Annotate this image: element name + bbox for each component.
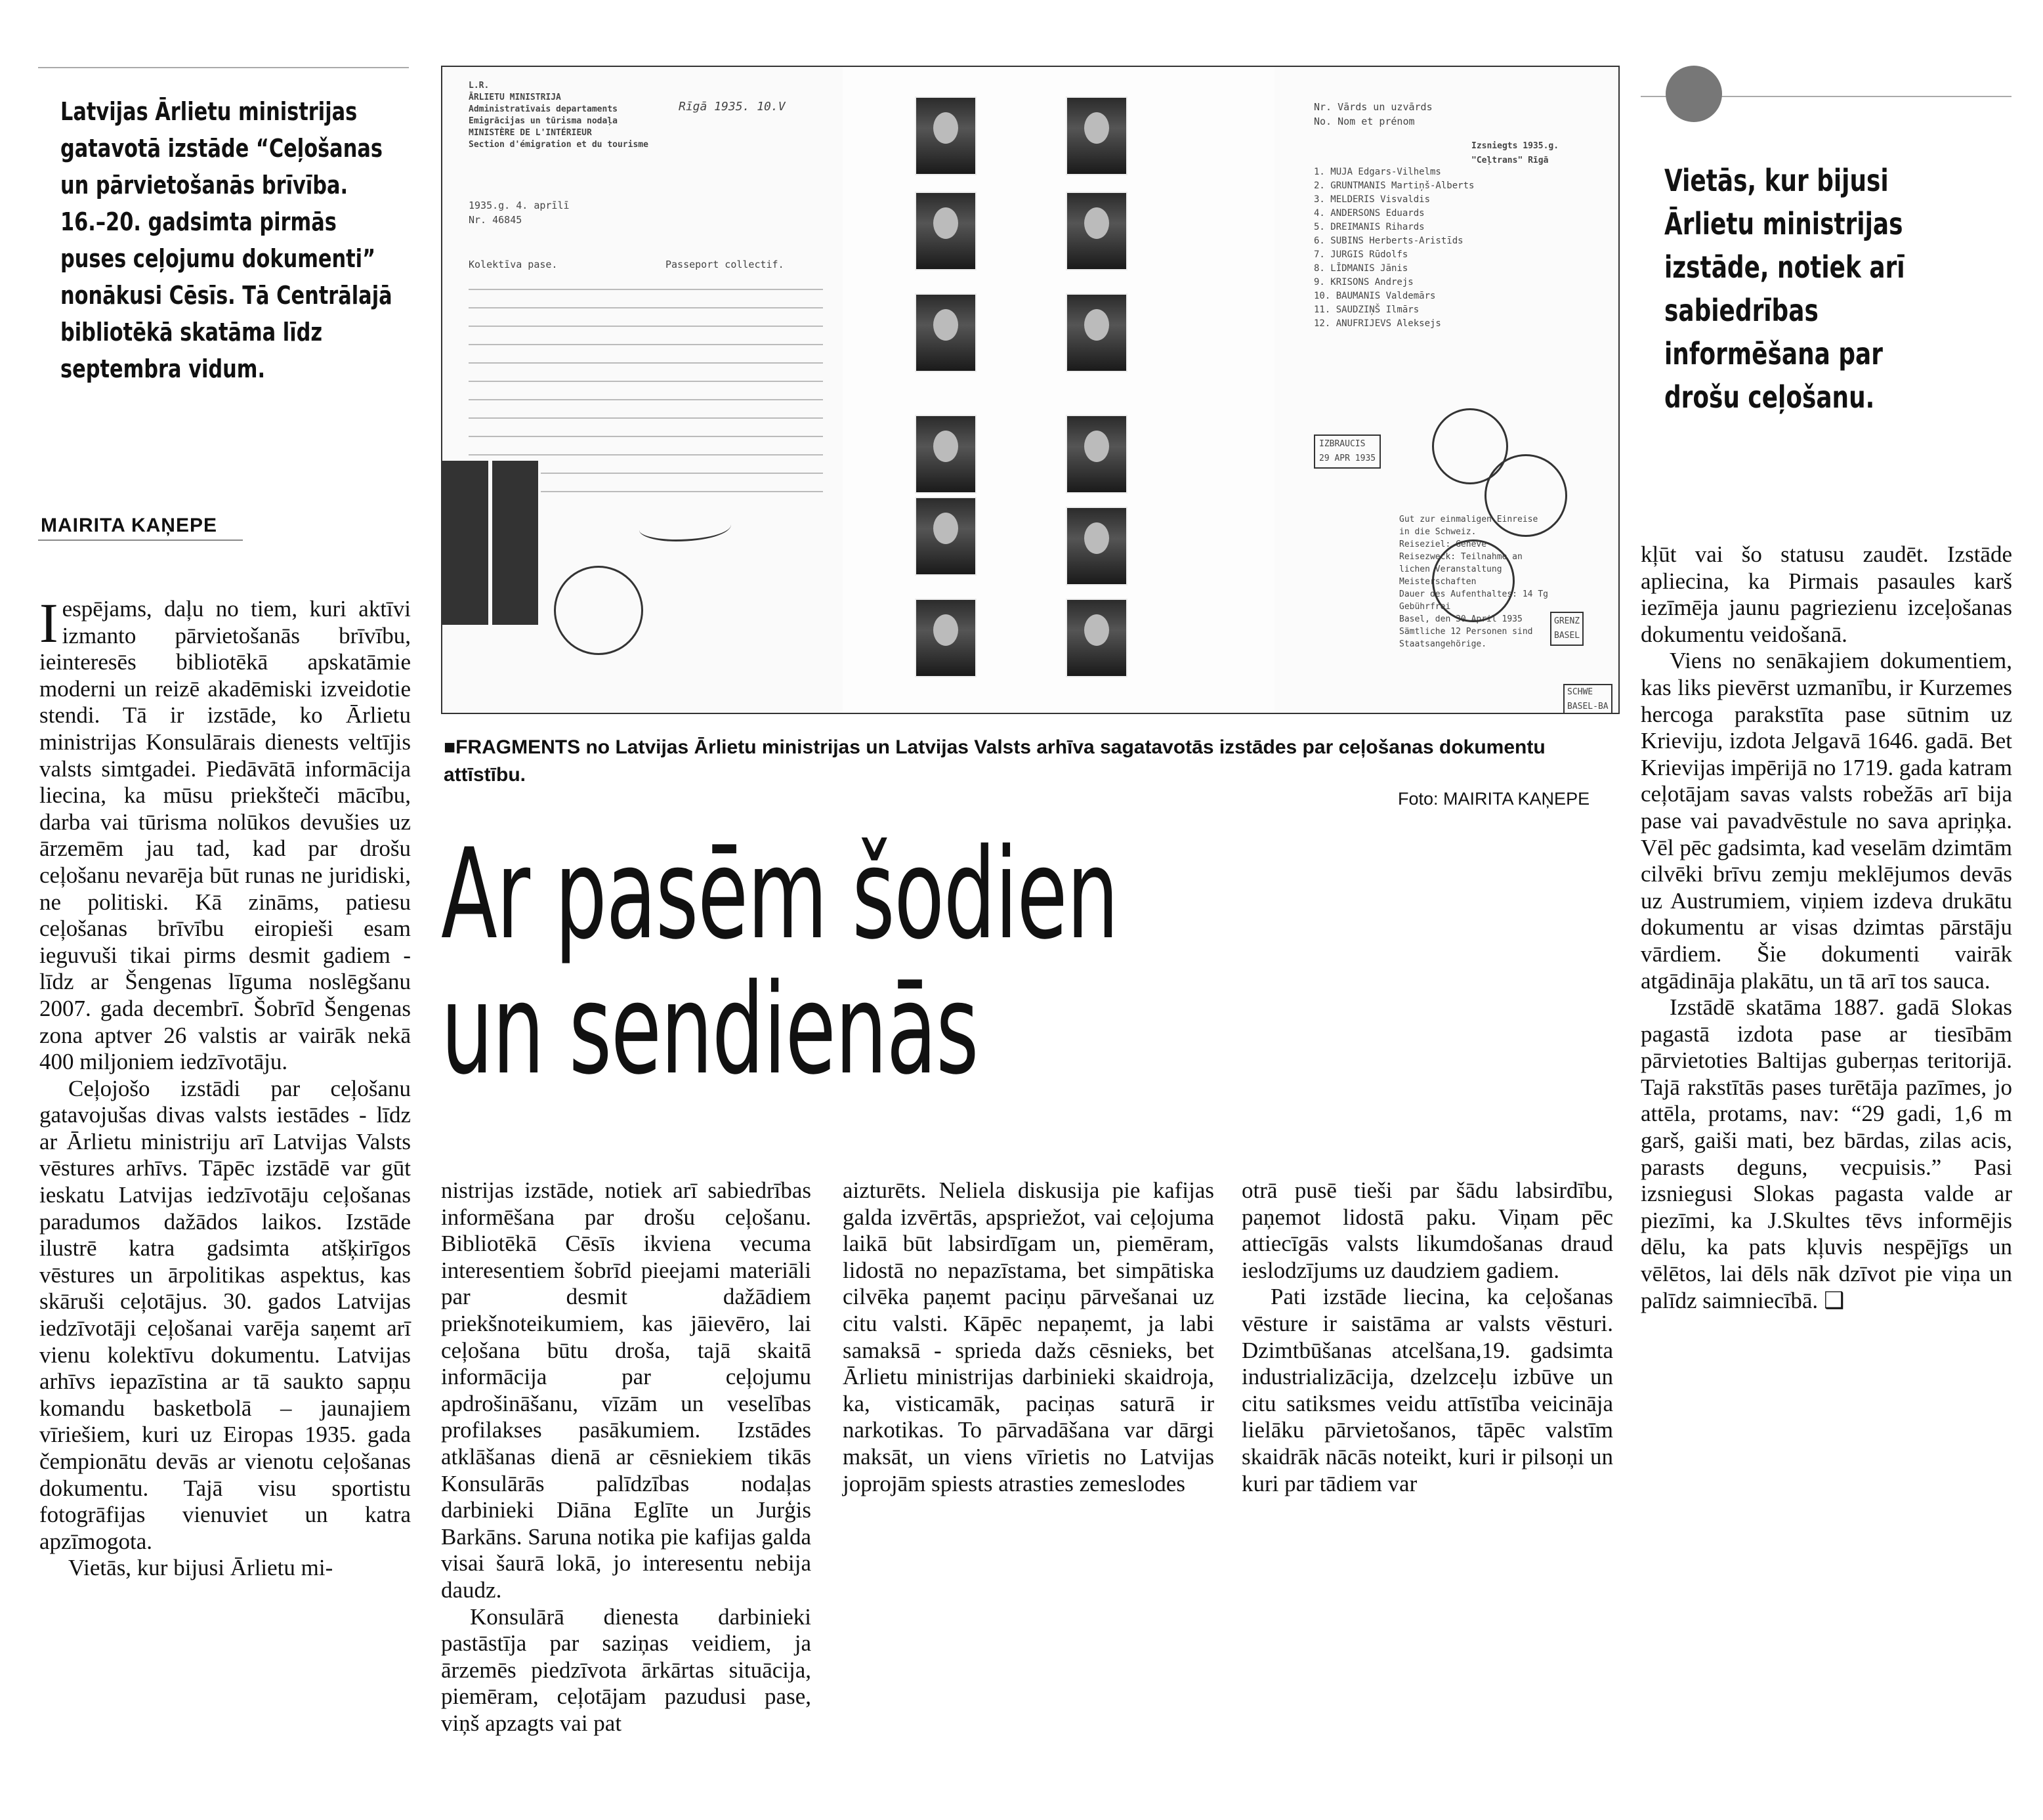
player-list: 1. MUJA Edgars-Vilhelms 2. GRUNTMANIS Martiņš-Alberts 3. MELDERIS Visvaldis 4. ANDERSONS Eduards 5. DREIMANIS Rihards 6. SUBINS Herberts-Aristīds 7. JURGIS Rūdolfs 8. LĪDMANIS Jānis 9. KRISONS Andrejs 10. BAUMANIS Valdemārs 11. SAUDZIŅŠ Ilmārs 12. ANUFRIJEVS Aleksejs: [1314, 167, 1475, 329]
col5-paragraph-3: [1641, 994, 2012, 1314]
player-photo-6: [915, 599, 977, 677]
col5-paragraph-1: kļūt vai šo statusu zaudēt. Izstāde apliecina, ka Pirmais pasaules karš iezīmēja jaunu pagriezienu izceļošanas dokumentu veidošanā.: [1641, 541, 2012, 647]
player-photo-10: [1066, 415, 1127, 494]
col1-paragraph-3: Vietās, kur bijusi Ārlietu mi-: [68, 1555, 333, 1581]
schwe-stamp: SCHWE BASEL-BA: [1563, 684, 1612, 714]
exhibition-photo: [441, 66, 1620, 714]
handwritten-date: Rīgā 1935. 10.V: [679, 100, 786, 114]
col3-paragraph-1: aizturēts. Neliela diskusija pie kafijas galda izvērtās, apspriežot, vai ceļojuma laikā būt labsirdīgam un, piemēram, lidostā no nepazīstama, bet simpātiska cilvēka paņemt paciņu pārvešanai uz citu valsti. Kāpēc nepaņemt, ja labi samaksā - sprieda dažs cēsnieks, bet Ārlietu ministrijas darbinieki skaidroja, ka, visticamāk, paciņas saturā ir narkotikas. To pārvadāšana var dārgi maksāt, un viens vīrietis no Latvijas joprojām spiests atrasties zemeslodes: [843, 1177, 1214, 1496]
list-stamp: Izsniegts 1935.g. "Ceļtrans" Rīgā: [1471, 141, 1559, 165]
document-title-fr: Passeport collectif.: [665, 259, 784, 270]
column-4: [1242, 1177, 1613, 1497]
end-mark-icon: ❑: [1823, 1287, 1845, 1313]
team-photos: [843, 67, 1276, 713]
player-photo-4: [915, 415, 977, 494]
lead-text: Latvijas Ārlietu ministrijas gatavotā izstāde “Ceļošanas un pārvietošanās brīvība. 16.–20. gadsimta pirmās puses ceļojumu dokumenti” nonākusi Cēsīs. Tā Centrālajā bibliotēkā skatāma līdz septembra vidum.: [60, 97, 392, 383]
column-2: [441, 1177, 811, 1737]
col1-paragraph-1: espējams, daļu no tiem, kuri aktīvi izmanto pārvietošanās brīvību, ieinteresēs bibliotēkā apskatāmie moderni un reizē akadēmiski izveidotie stendi. Tā ir izstāde, ko Ārlietu ministrijas Konsulārais dienests veltījis valsts simtgadei. Piedāvātā informācija liecina, ka mūsu priekšteči mācību, darba vai tūrisma nolūkos devušies uz ārzemēm jau tad, kad par drošu ceļošanu nevarēja būt runas ne juridiski, ne politiski. Kā zināms, patiesu ceļošanas brīvību eiropieši esam ieguvuši tikai pirms desmit gadiem - līdz ar Šengenas līguma noslēgšanu 2007. gada decembrī. Šobrīd Šengenas zona aptver 26 valstis ar vairāk nekā 400 miljoniem iedzīvotāju.: [39, 596, 411, 1075]
author-byline: MAIRITA KAŅEPE: [41, 515, 217, 536]
column-3: [843, 1177, 1214, 1497]
player-photo-11: [1066, 507, 1127, 585]
column-1: [39, 591, 411, 1582]
player-photo-9: [1066, 293, 1127, 372]
player-photo-12: [1066, 599, 1127, 677]
photo-credit: Foto: MAIRITA KAŅEPE: [1398, 789, 1590, 809]
headline: [441, 822, 1118, 1102]
player-photo-3: [915, 293, 977, 372]
caption-text: no Latvijas Ārlietu ministrijas un Latvijas Valsts arhīva sagatavotās izstādes par ceļošanas dokumentu attīstību.: [444, 736, 1546, 786]
player-photo-7: [1066, 96, 1127, 175]
passport-page-left: [442, 67, 845, 713]
document-number: 1935.g. 4. aprīlī Nr. 46845: [469, 200, 570, 226]
col4-paragraph-1: otrā pusē tieši par šādu labsirdību, paņemot lidostā paku. Viņam pēc attiecīgās valsts likumdošanas draud ieslodzījums uz daudziem gadiem.: [1242, 1177, 1613, 1283]
player-photo-1: [915, 96, 977, 175]
col1-paragraph-2: Ceļojošo izstādi par ceļošanu gatavojušas divas valsts iestādes - līdz ar Ārlietu ministriju arī Latvijas Valsts vēstures arhīvs. Tāpēc izstādē var gūt ieskatu Latvijas iedzīvotāju ceļošanas paradumos dažādos laikos. Izstāde ilustrē katra gadsimta atšķirīgos vēstures un ārpolitikas aspektus, kas skāruši ceļotājus. 30. gados Latvijas iedzīvotāji ceļošanai varēja saņemt arī vienu kolektīvu dokumentu. Latvijas arhīvs iepazīstina ar tā saukto sapņu komandu basketbolā – jaunajiem vīriešiem, kuri uz Eiropas 1935. gada čempionātu devās ar vienotu ceļošanas dokumentu. Tajā visu sportistu fotogrāfijas vienuviet un katra apzīmogota.: [39, 1075, 411, 1554]
col5-paragraph-3-text: Izstādē skatāma 1887. gadā Slokas pagastā izdota pase ar tiesībām pārvietoties Baltijas guberņas teritorijā. Tajā rakstītās pases turētāja pazīmes, jo attēla, protams, nav: “29 gadi, 1,6 m garš, gaiši mati, bez bārdas, zilas acis, parasts deguns, vecpuisis.” Pasi izsniegusi Slokas pagasta valde ar piezīmi, ka J.Skultes tēvs informējis dēlu, ka pats kļuvis nespējīgs un vēlētos, lai dēls nāk dzīvot pie viņa un palīdz saimniecībā.: [1641, 994, 2012, 1313]
column-5: [1641, 541, 2012, 1314]
swiss-entry-text: Gut zur einmaligen Einreise in die Schweiz. Reiseziel: Genève Reisezweck: Teilnahme an lichen Veranstaltung Meisterschaften Dauer des Aufenthaltes: 14 Tg Gebührfrei Basel, den 30.April 1935 Sämtliche 12 Personen sind Staatsangehörige.: [1399, 515, 1548, 649]
headline-line-1: Ar pasēm šodien: [441, 822, 1118, 967]
author-rule: [38, 540, 243, 541]
signature: [639, 513, 731, 541]
caption-lead: FRAGMENTS: [455, 736, 581, 758]
player-photo-2: [915, 192, 977, 270]
document-header: L.R. ĀRLIETU MINISTRIJA Administratīvais departaments Emigrācijas un tūrisma nodaļa MINISTÈRE DE L'INTÉRIEUR Section d'émigration et du tourisme: [469, 81, 648, 150]
list-header: Nr. Vārds un uzvārds No. Nom et prénom: [1314, 101, 1433, 127]
dropcap: I: [39, 591, 58, 654]
document-title-lv: Kolektīva pase.: [469, 259, 558, 270]
col2-paragraph-2: Konsulārā dienesta darbinieki pastāstīja par saziņas veidiem, ja ārzemēs piedzīvota ārkārtas situācija, piemēram, ceļotājam pazudusi pase, viņš apzagts vai pat: [441, 1603, 811, 1736]
photo-caption: [444, 734, 1612, 789]
circular-stamp-3: [1432, 540, 1515, 622]
grey-dot-icon: [1666, 66, 1722, 122]
passport-page-right: [1274, 67, 1618, 713]
izbraucis-stamp: IZBRAUCIS 29 APR 1935: [1314, 434, 1381, 469]
player-photo-8: [1066, 192, 1127, 270]
headline-line-2: un sendienās: [441, 957, 979, 1102]
top-rule: [38, 67, 409, 68]
player-photo-5: [915, 497, 977, 576]
col2-paragraph-1: nistrijas izstāde, notiek arī sabiedrības informēšana par drošu ceļošanu. Bibliotēkā Cēsīs ikviena vecuma interesentiem šobrīd pieejami materiāli par desmit dažādiem priekšnoteikumiem, kas jāievēro, lai ceļošana būtu droša, tajā skaitā informācija par ceļojumu apdrošināšanu, vīzām un veselības profilakses pasākumiem. Izstādes atklāšanas dienā ar cēsniekiem tikās Konsulārās palīdzības nodaļas darbinieki Diāna Eglīte un Jurģis Barkāns. Saruna notika pie kafijas galda visai šaurā lokā, jo interesentu nebija daudz.: [441, 1177, 811, 1603]
round-stamp: [554, 566, 643, 655]
caption-square-icon: ■: [444, 736, 456, 758]
revenue-stamps: [442, 461, 541, 625]
col5-paragraph-2: Viens no senākajiem dokumentiem, kas liks pievērst uzmanību, ir Kurzemes hercoga parakstīta pase sūtnim uz Krieviju, izdota Jelgavā 1646. gadā. Bet Krievijas impērijā no 1719. gada katram ceļotājam savas valsts robežās arī bija pase vai pavadvēstule no sava apriņķa. Vēl pēc gadsimta, kad veselām dzimtām cilvēki brīvu zemju meklējumos devās uz Austrumiem, viņiem izdeva drukātu dokumentu ar visas dzimtas pārstāju vārdiem. Šie dokumenti vairāk atgādināja plakātu, un tā arī tos sauca.: [1641, 648, 2012, 994]
col4-paragraph-2: Pati izstāde liecina, ka ceļošanas vēsture ir saistāma ar valsts vēsturi. Dzimtbūšanas atcelšana,19. gadsimta industrializācija, dzelzceļu izbūve un citu satiksmes veidu attīstība veicināja lielāku pārvietošanos, tāpēc valstīm skaidrāk nācās noteikt, kuri ir pilsoņi un kuri par tādiem var: [1242, 1284, 1613, 1496]
pull-quote: Vietās, kur bijusi Ārlietu ministrijas izstāde, notiek arī sabiedrības informēšana par drošu ceļošanu.: [1664, 163, 1905, 415]
grenz-stamp: GRENZ BASEL: [1550, 612, 1584, 646]
